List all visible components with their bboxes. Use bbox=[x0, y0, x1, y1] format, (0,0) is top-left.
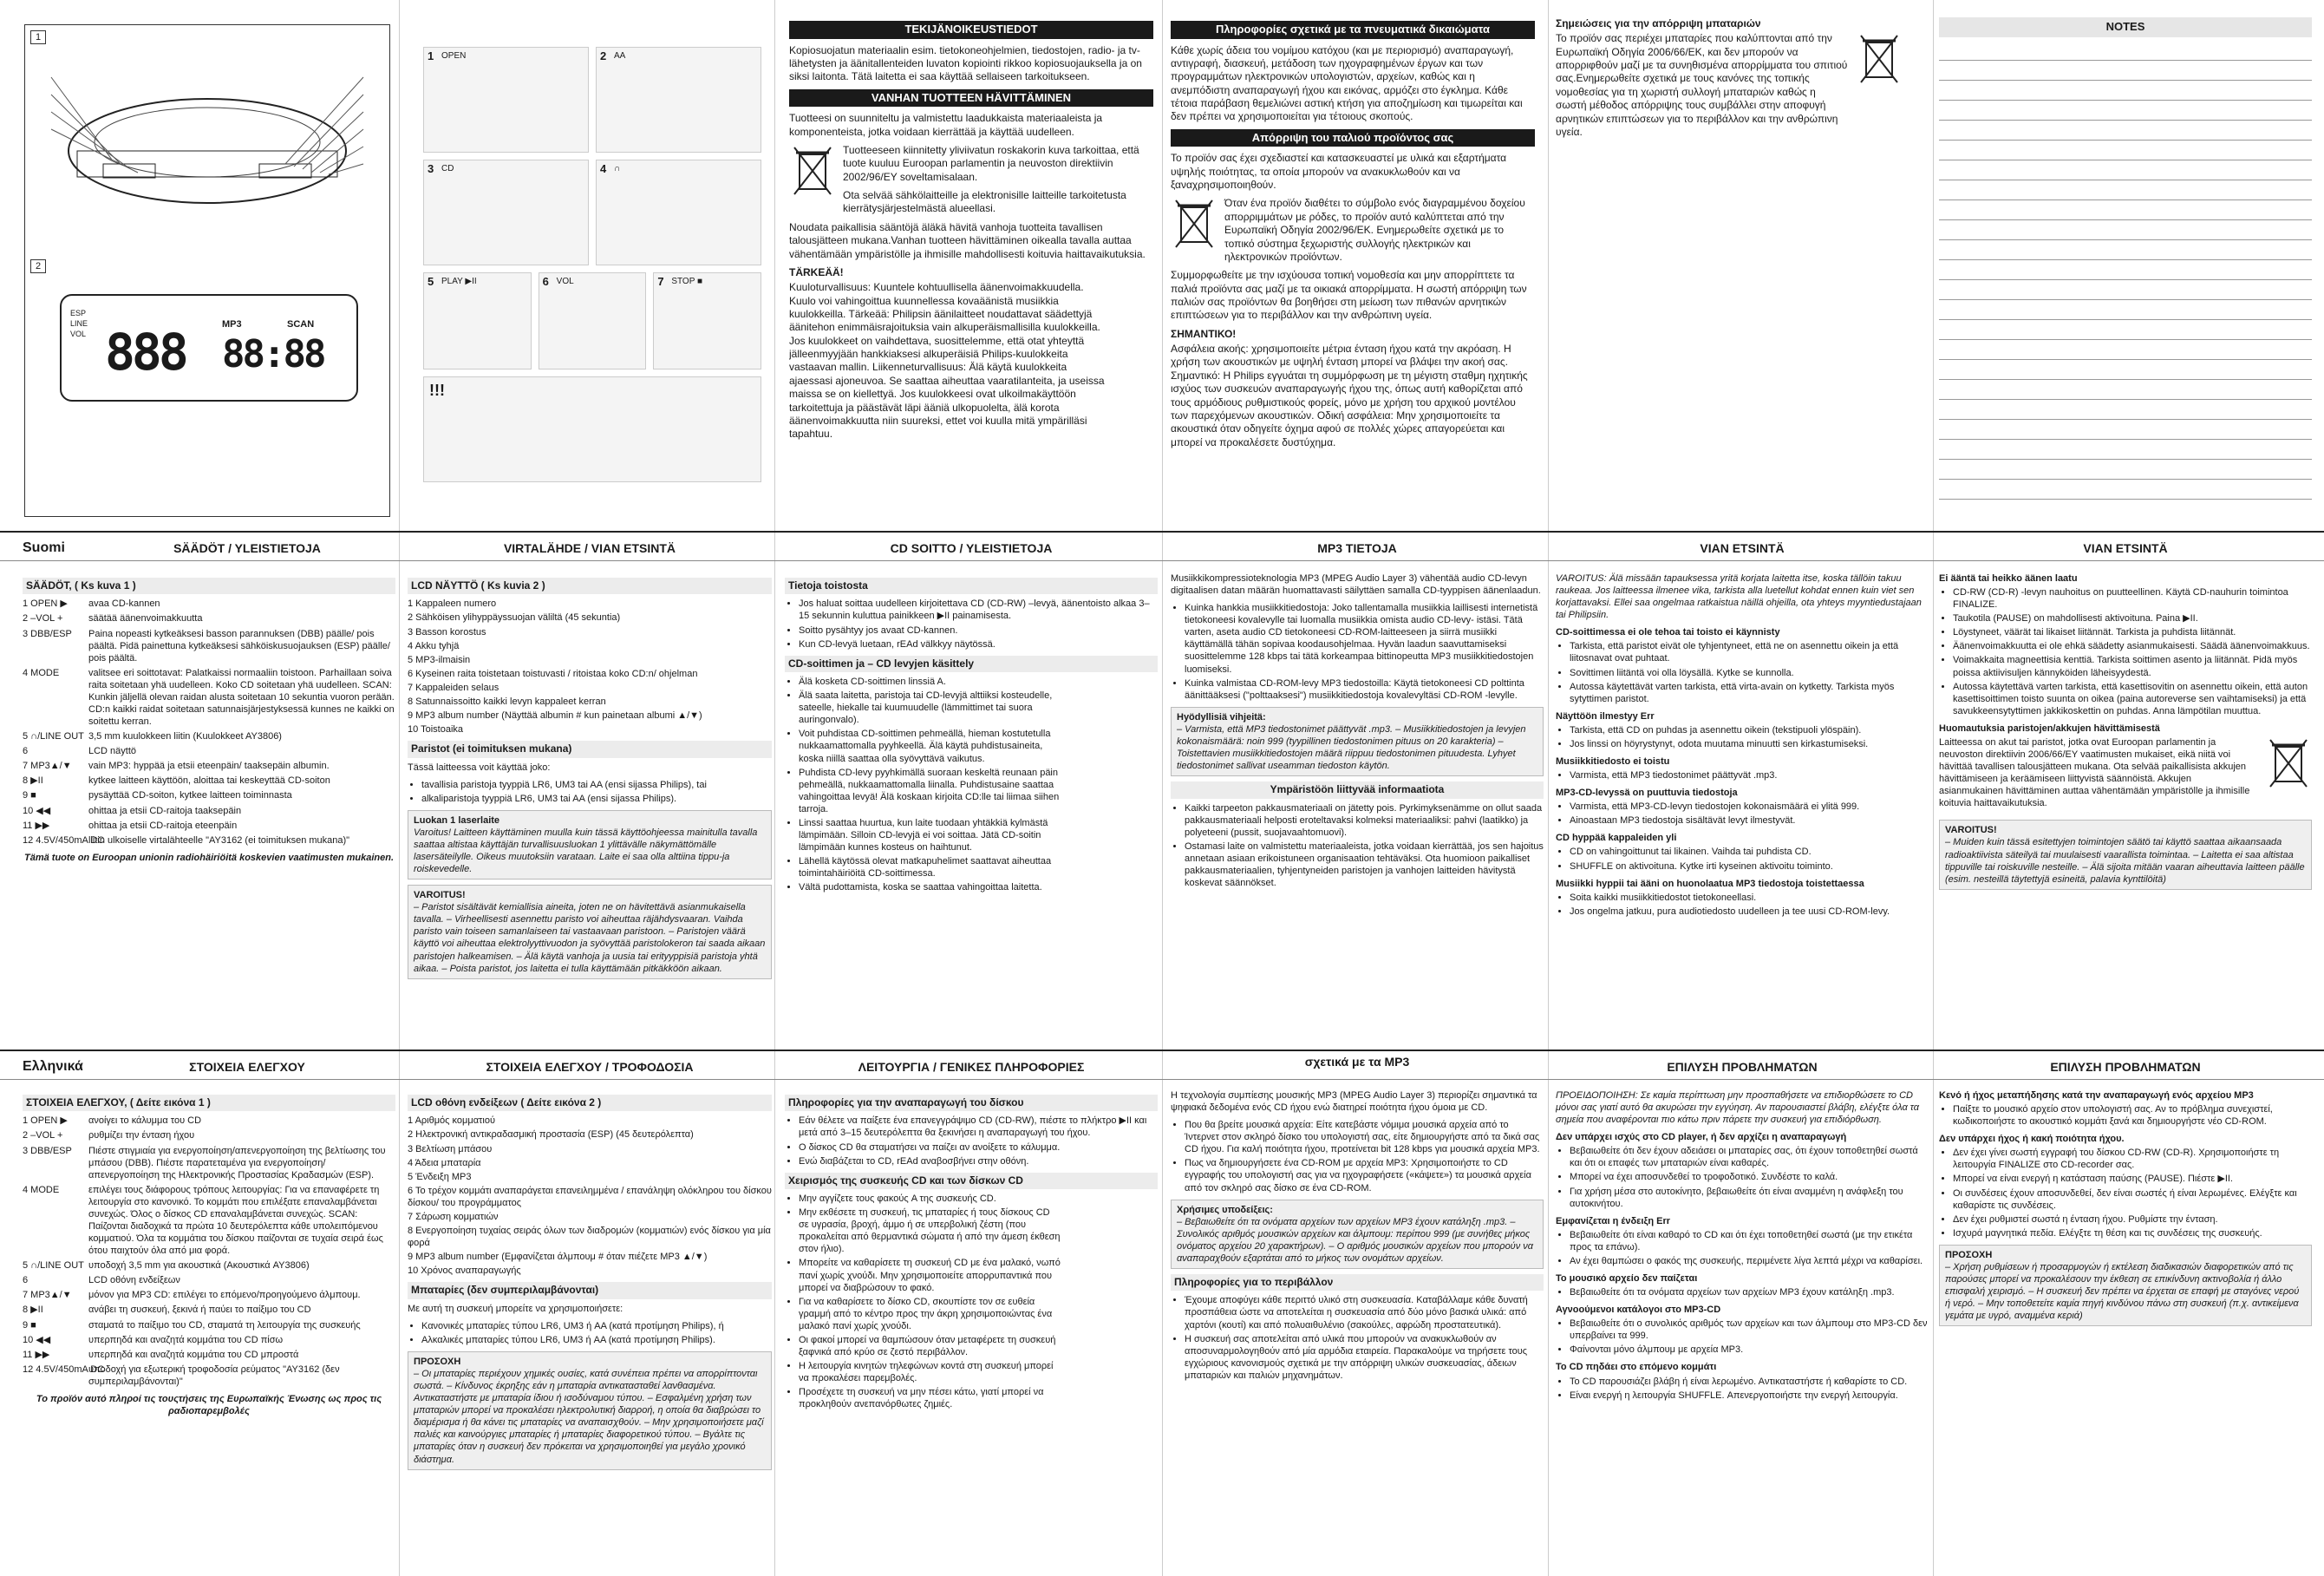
fi-env-title: Ympäristöön liittyvää informaatiota bbox=[1171, 781, 1544, 798]
control-desc: ανάβει τη συσκευή, ξεκινά ή παύει το παίξιμο του CD bbox=[88, 1305, 311, 1316]
control-desc: Πιέστε στιγμιαία για ενεργοποίηση/απενεργοποίηση της βελτίωσης του μπάσου (DBB). Πιέστε παρατεταμένα για ενεργοποίηση/απενεργοποίηση της Ηλεκτρονικής Προστασίας Κραδασμών (ESP). bbox=[88, 1145, 386, 1180]
control-key: 2 –VOL + bbox=[23, 613, 63, 625]
trouble-heading: Το CD πηδάει στο επόμενο κομμάτι bbox=[1556, 1362, 1717, 1373]
gr-disposal-text3: Συμμορφωθείτε με την ισχύουσα τοπική νομοθεσία και μην απορρίπτετε τα παλιά προϊόντα σας μαζί με τα οικιακά απορρίμματα. Η σωστή απόρριψη των παλιών σας προϊόντων θα βοηθήσει στη μείωση των πιθανών αρνητικών επιπτώσεων για το περιβάλλον και την ανθρώπινη υγεία. bbox=[1171, 269, 1527, 322]
notes-title: NOTES bbox=[1939, 17, 2312, 37]
list-item: • Soitto pysähtyy jos avaat CD-kannen. bbox=[799, 625, 1158, 637]
control-desc: ανοίγει το κάλυμμα του CD bbox=[88, 1115, 202, 1127]
list-item: • Autossa käytettävä varten tarkista, että kasettisovitin on asennettu oikein, että auton kasettisoittimen toisto suunta on oikea (paina autoreverse sen vaihtamiseksi) ja että savukkeensytyttimen jakkikoskettin on puhdas. Anna lämpötilan muuttua. bbox=[1953, 681, 2312, 717]
trouble-heading: Δεν υπάρχει ισχύς στο CD player, ή δεν αρχίζει η αναπαραγωγή bbox=[1556, 1132, 1847, 1143]
lcd-mp3-indicator: MP3 bbox=[222, 319, 242, 330]
gr-header-2: ΣΤΟΙΧΕΙΑ ΕΛΕΓΧΟΥ / ΤΡΟΦΟΔΟΣΙΑ bbox=[486, 1060, 694, 1074]
control-key: 6 bbox=[23, 1275, 29, 1286]
divider bbox=[0, 1050, 2324, 1051]
list-item: • Οι φακοί μπορεί να θαμπώσουν όταν μεταφέρετε τη συσκευή ξαφνικά από κρύο σε ζεστό περιβάλλον. bbox=[799, 1334, 1062, 1358]
gr-mp3-note: – Βεβαιωθείτε ότι τα ονόματα αρχείων των αρχείων MP3 έχουν κατάληξη .mp3. – Συνολικός αριθμός μουσικών αρχείων και άλμπουμ: περίπου 999 (με συνήθες μήκος ονόματος αρχείου 20 χαρακτήρων). – Ο αριθμός μουσικών αρχείων που μπορούν να αναπαραχθούν εξαρτάται από το μήκος των ονομάτων αρχείων. bbox=[1177, 1216, 1534, 1264]
steps-panel bbox=[423, 47, 761, 507]
control-key: 1 OPEN ▶ bbox=[23, 1115, 68, 1127]
trouble-heading: Αγνοούμενοι κατάλογοι στο MP3-CD bbox=[1556, 1305, 1721, 1316]
step-play: 5 PLAY ▶II bbox=[423, 272, 532, 369]
list-item: • Μπορεί να είναι ενεργή η κατάσταση παύσης (PAUSE). Πιέστε ▶II. bbox=[1953, 1173, 2312, 1185]
wheelie-bin-icon bbox=[789, 144, 836, 199]
trouble-items bbox=[1570, 769, 1929, 781]
control-row bbox=[23, 1129, 395, 1141]
control-row bbox=[23, 1334, 395, 1346]
control-row bbox=[23, 1115, 395, 1127]
control-desc: 3,5 mm kuulokkeen liitin (Kuulokkeet AY3806) bbox=[88, 731, 282, 742]
battery-notes-panel bbox=[1556, 17, 1903, 278]
battery-title: Σημειώσεις για την απόρριψη μπαταριών bbox=[1556, 17, 1761, 29]
control-key: 4 MODE bbox=[23, 1184, 60, 1195]
list-item: • Η συσκευή σας αποτελείται από υλικά που μπορούν να ανακυκλωθούν αν αποσυναρμολογηθούν από μία αρμόδια εταιρεία. Παρακαλούμε να τηρήσετε τους εγχώριους κανονισμούς σχετικά με την απόρριψη υλικών συσκευασίας, άδειων μπαταριών και παλιών μηχανημάτων. bbox=[1185, 1333, 1544, 1382]
fi-controls-footer: Tämä tuote on Euroopan unionin radiohäiriöitä koskevien vaatimusten mukainen. bbox=[23, 852, 395, 863]
control-desc: kytkee laitteen käyttöön, aloittaa tai keskeyttää CD-soiton bbox=[88, 775, 330, 787]
list-item: • Ισχυρά μαγνητικά πεδία. Ελέγξτε τη θέση και τις συνδέσεις της συσκευής. bbox=[1953, 1227, 2312, 1239]
control-row bbox=[23, 730, 395, 742]
list-item: • Ainoastaan MP3 tiedostoja sisältävät levyt ilmestyvät. bbox=[1570, 814, 1929, 827]
lcd-item: 8 Satunnaissoitto kaikki levyn kappaleet kerran bbox=[408, 696, 606, 707]
control-desc: valitsee eri soittotavat: Palatkaissi normaaliin toistoon. Parhaillaan soiva raita soitetaan yhä uudelleen. Koko CD soitetaan yhä uudelleen. SCAN: Kunkin jäljellä olevan raidan alusta soitetaan 10 sekuntia vuoron perään. CD:n kaikki raidat soitetaan satunnaisjärjestyksessä kunnes ne kaikki on soitettu kerran. bbox=[88, 667, 395, 728]
gr-trouble2-title: Κενό ή ήχος μεταπήδησης κατά την αναπαραγωγή ενός αρχείου MP3 bbox=[1939, 1090, 2254, 1101]
step-volume: 6 VOL bbox=[539, 272, 647, 369]
lcd-item: 5 MP3-ilmaisin bbox=[408, 654, 471, 665]
fi-play-title: Tietoja toistosta bbox=[785, 578, 1158, 594]
gr-trouble3-title: Δεν υπάρχει ήχος ή κακή ποιότητα ήχου. bbox=[1939, 1134, 2125, 1145]
list-item: • Βεβαιωθείτε ότι ο συνολικός αριθμός των αρχείων και των άλμπουμ στο MP3-CD δεν υπερβαίνει τα 999. bbox=[1570, 1318, 1929, 1342]
fi-language-label: Suomi bbox=[23, 540, 65, 555]
lcd-display-diagram bbox=[60, 294, 358, 402]
list-item: • Tarkista, että paristot eivät ole tyhjentyneet, että ne on asennettu oikein ja että liitosnavat ovat puhtaat. bbox=[1570, 640, 1929, 664]
lcd-track-digits: 888 bbox=[105, 323, 186, 382]
gr-warn2-title: ΠΡΟΣΟΧΗ bbox=[1945, 1249, 1993, 1260]
gr-env-title: Πληροφορίες για το περιβάλλον bbox=[1171, 1274, 1544, 1291]
control-row bbox=[23, 1319, 395, 1331]
list-item: • Kuinka hankkia musiikkitiedostoja: Joko tallentamalla musiikkia laillisesti internetistä tietokoneesi kovalevylle tai luomalla musiikkia omista audio CD-levy- istäsi. Tätä varten, aseta audio CD tietokoneesi CD-ROM-laitteeseen ja siirrä musiikki käyttämällä tähän sopivaa koodausohjelmaa. Hyvän laadun saavuttamiseksi suosittelemme 128 kbps tai tätä korkeampaa bittinopeutta MP3 musiikkitiedostojen luomiseksi. bbox=[1185, 602, 1544, 675]
list-item: • Kun CD-levyä luetaan, rEAd välkkyy näytössä. bbox=[799, 638, 1158, 651]
control-key: 11 ▶▶ bbox=[23, 820, 50, 831]
list-item: • Ενώ διαβάζεται το CD, rEAd αναβοσβήνει στην οθόνη. bbox=[799, 1155, 1158, 1167]
fi-header-3: CD SOITTO / YLEISTIETOJA bbox=[890, 541, 1053, 555]
fi-warn-text: – Paristot sisältävät kemiallisia aineita, joten ne on hävitettävä asianmukaisella tavalla. – Virheellisesti asennettu paristo voi aiheuttaa räjähdysvaaran. Vaihda paristo vain toiseen samanlaiseen tai vastaavaan paristoon. – Paristojen väärä käyttö voi aiheuttaa elektrolyyttivuodon ja syövyttää paristolokeron tai saada aikaan paristojen halkeamisen. – Älä käytä vanhoja ja uusia tai erityyppisiä paristoja yhtä aikaa. – Poista paristot, jos laitetta ei tulla käyttämään pitkäkköön aikaan. bbox=[414, 902, 766, 974]
list-item: • Ostamasi laite on valmistettu materiaaleista, jotka voidaan kierrättää, jos sen hajoitus annetaan asiaan erikoistuneen organisaation tehtäväksi. Ota huomioon paikalliset pakkausmateriaalien, tyhjentyneiden paristojen ja vanhojen laitteiden hävitystä koskevat säännökset. bbox=[1185, 840, 1544, 889]
list-item: • Jos haluat soittaa uudelleen kirjoitettava CD (CD-RW) –levyä, äänentoisto alkaa 3–15 sekunnin kuluttua painikkeen ▶II painamisesta. bbox=[799, 598, 1158, 622]
control-desc: ohittaa ja etsii CD-raitoja taaksepäin bbox=[88, 805, 242, 816]
control-key: 12 4.5V/450mA DC bbox=[23, 834, 105, 846]
fi-laser-text: Varoitus! Laitteen käyttäminen muulla kuin tässä käyttöohjeessa mainitulla tavalla saattaa altistaa käyttäjän turvallisuusluokan 1 ylittävälle näkymättömälle lasersäteilylle. Oikeus muutoksiin varataan. Laite ei saa olla alttiina tippu-ja roiskevedelle. bbox=[414, 827, 758, 875]
list-item: • Autossa käytettävät varten tarkista, että virta-avain on kytketty. Tarkista myös sytyttimen paristot. bbox=[1570, 681, 1929, 705]
fi-waste-text: Laitteessa on akut tai paristot, jotka ovat Euroopan parlamentin ja neuvoston direktiivin 2006/66/EY vaatimusten mukaiset, eikä niitä voi hävittää tavallisen talousjätteen mukana. Ota selvää paikallisista akkujen hävittämiseen ja keräämiseen liittyvistä säännöistä. Akkujen asianmukainen hävittäminen auttaa vähentämään ympäristölle ja ihmisille koituvia haittavaikutuksia. bbox=[1939, 736, 2250, 809]
list-item: • Μην εκθέσετε τη συσκευή, τις μπαταρίες ή τους δίσκους CD σε υγρασία, βροχή, άμμο ή σε υπερβολική ζέστη (που προκαλείται από θερμαντικά σώματα ή από την άμεση έκθεση στον ήλιο). bbox=[799, 1207, 1062, 1255]
control-key: 7 MP3▲/▼ bbox=[23, 1290, 72, 1301]
figure-1-label: 1 bbox=[30, 30, 46, 44]
list-item: • Löystyneet, väärät tai likaiset liitännät. Tarkista ja puhdista liitännät. bbox=[1953, 626, 2312, 638]
fi-warn2-text: – Muiden kuin tässä esitettyjen toimintojen säätö tai käyttö saattaa aikaansaada radioaktiivista säteilyä tai muulaisesti vaarallista toimintaa. – Laitetta ei saa altistaa tippuville tai roiskuville nesteille. – Älä sijoita mitään vaaran aiheuttavia laitteen päälle (esim. nesteillä täytettyjä esineitä, palavia kynttilöitä) bbox=[1945, 837, 2305, 885]
wheelie-bin-icon bbox=[1856, 32, 1903, 88]
list-item: • Μπορεί να έχει αποσυνδεθεί το τροφοδοτικό. Συνδέστε το καλά. bbox=[1570, 1171, 1929, 1183]
warning-mark: !!! bbox=[429, 382, 445, 399]
control-desc: Paina nopeasti kytkeäksesi basson parannuksen (DBB) päälle/ pois päältä. Pidä painettuna kytkeäksesi sähköiskusuojauksen (ESP) päälle/ pois päältä. bbox=[88, 628, 390, 664]
list-item: • Μην αγγίζετε τους φακούς A της συσκευής CD. bbox=[799, 1193, 1062, 1205]
control-desc: ohittaa ja etsii CD-raitoja eteenpäin bbox=[88, 820, 238, 831]
gr-language-label: Ελληνικά bbox=[23, 1059, 83, 1074]
gr-mp3-note-title: Χρήσιμες υποδείξεις: bbox=[1177, 1204, 1273, 1215]
control-desc: pysäyttää CD-soiton, kytkee laitteen toiminnasta bbox=[88, 790, 292, 801]
control-key: 2 –VOL + bbox=[23, 1130, 63, 1141]
fi-disposal-text4: Noudata paikallisia sääntöjä äläkä hävitä vanhoja tuotteita tavallisen talousjätteen mukana.Vanhan tuotteen hävittäminen oikealla tavalla auttaa vähentämään ympäristölle ja ihmisille mahdollisesti koituvia haittavaikutuksia. bbox=[789, 220, 1146, 260]
lcd-item: 1 Kappaleen numero bbox=[408, 598, 497, 610]
step-batteries: 2 AA bbox=[596, 47, 761, 153]
fi-disposal-text3: Ota selvää sähkölaitteille ja elektronisille laitteille tarkoitetusta kierrätysjärjestelmästä alueellasi. bbox=[843, 189, 1126, 215]
fi-laser-title: Luokan 1 laserlaite bbox=[414, 814, 500, 826]
lcd-item: 7 Σάρωση κομματιών bbox=[408, 1211, 499, 1222]
list-item: • Που θα βρείτε μουσικά αρχεία: Είτε κατεβάστε νόμιμα μουσικά αρχεία από το Ίντερνετ στον σκληρό δίσκο του υπολογιστή σας, είτε δημιουργήστε από τα δικά σας CD ήχου. Για καλή ποιότητα ήχου, προτείνεται bit 128 kbps για μουσικά αρχεία MP3. bbox=[1185, 1119, 1544, 1155]
list-item: • Για χρήση μέσα στο αυτοκίνητο, βεβαιωθείτε ότι είναι αναμμένη η ανάφλεξη του αυτοκινήτου. bbox=[1570, 1186, 1929, 1210]
control-key: 1 OPEN ▶ bbox=[23, 598, 68, 610]
control-row bbox=[23, 612, 395, 625]
trouble-items bbox=[1570, 892, 1929, 918]
gr-disposal-text1: Το προϊόν σας έχει σχεδιαστεί και κατασκευαστεί με υλικά και εξαρτήματα υψηλής ποιότητας, τα οποία μπορούν να ανακυκλωθούν και να ξαναχρησιμοποιηθούν. bbox=[1171, 152, 1507, 192]
list-item: • Älä kosketa CD-soittimen linssiä A. bbox=[799, 676, 1062, 688]
fi-header-2: VIRTALÄHDE / VIAN ETSINTÄ bbox=[503, 541, 676, 555]
fi-trouble-warn: VAROITUS: Älä missään tapauksessa yritä korjata laitetta itse, koska tällöin takuu raukeaa. Jos laitteessa ilmenee vika, tarkista alla luetellut kohdat ennen kuin viet sen korjattavaksi. Ellei saa ongelmaa ratkaistua näillä ohjeilla, ota yhteys myyntiedustajaan tai Philipsiin. bbox=[1556, 573, 1922, 621]
list-item: • tavallisia paristoja tyyppiä LR6, UM3 tai AA (ensi sijassa Philips), tai bbox=[421, 779, 772, 791]
fi-header-6: VIAN ETSINTÄ bbox=[2083, 541, 2168, 555]
list-item: • Vältä pudottamista, koska se saattaa vahingoittaa laitetta. bbox=[799, 881, 1062, 893]
control-row bbox=[23, 1289, 395, 1301]
control-key: 9 ■ bbox=[23, 790, 36, 801]
gr-trouble bbox=[1556, 1089, 1929, 1571]
gr-batt-title: Μπαταρίες (δεν συμπεριλαμβάνονται) bbox=[408, 1282, 772, 1298]
fi-controls-title: SÄÄDÖT, ( Ks kuva 1 ) bbox=[23, 578, 395, 594]
fi-copyright-text: Kopiosuojatun materiaalin esim. tietokoneohjelmien, tiedostojen, radio- ja tv-lähetysten ja äänitallenteiden luvaton kopiointi rikkoo kopiosuojauksella ja on siksi laitonta. Tätä laitetta ei saa käyttää sellaiseen tarkoitukseen. bbox=[789, 43, 1142, 83]
lcd-item: 8 Ενεργοποίηση τυχαίας σειράς όλων των διαδρομών (κομματιών) ενός δίσκου για μία φορά bbox=[408, 1225, 771, 1249]
list-item: • Δεν έχει ρυθμιστεί σωστά η ένταση ήχου. Ρυθμίστε την ένταση. bbox=[1953, 1213, 2312, 1226]
gr-warn2-text: – Χρήση ρυθμίσεων ή προσαρμογών ή εκτέλεση διαδικασιών διαφορετικών από τις παρούσες μπορεί να προκαλέσουν την έκθεση σε επικίνδυνη ακτινοβολία ή άλλο επισφαλή χειρισμό. – Η συσκευή δεν πρέπει να έρχεται σε επαφή με σταγόνες νερού ή νερό. – Μην τοποθετείτε καμία πηγή κινδύνου πάνω στη συσκευή (π.χ. αντικείμενα γεμάτα με υγρό, αναμμένα κεριά) bbox=[1945, 1261, 2300, 1322]
fi-warn2-title: VAROITUS! bbox=[1945, 825, 1997, 836]
fi-trouble2 bbox=[1939, 572, 2312, 1041]
trouble-items bbox=[1570, 1229, 1929, 1267]
esp-indicator: ESP bbox=[70, 309, 87, 317]
fi-trouble2-title: Ei ääntä tai heikko äänen laatu bbox=[1939, 573, 2078, 584]
trouble-heading: CD hyppää kappaleiden yli bbox=[1556, 833, 1677, 844]
list-item: • Πως να δημιουργήσετε ένα CD-ROM με αρχεία MP3: Χρησιμοποιήστε το CD εγγραφής του υπολογιστή σας για να ηχογραφήσετε («κάψετε») τα μουσικά αρχεία από τον σκληρό σας δίσκο σε ένα CD-ROM. bbox=[1185, 1157, 1544, 1193]
control-desc: υποδοχή για εξωτερική τροφοδοσία ρεύματος "AY3162 (δεν συμπεριλαμβάνονται)" bbox=[88, 1363, 340, 1387]
control-desc: LCD näyttö bbox=[88, 746, 137, 757]
trouble-items bbox=[1570, 1376, 1929, 1402]
list-item: • Varmista, että MP3-CD-levyn tiedostojen kokonaismäärä ei ylitä 999. bbox=[1570, 801, 1929, 813]
fi-mp3 bbox=[1171, 572, 1544, 1041]
lcd-item: 6 Το τρέχον κομμάτι αναπαράγεται επανειλημμένα / επανάληψη ολόκληρου του δίσκου δίσκου/ του προγράμματος bbox=[408, 1185, 772, 1208]
list-item: • Προσέχετε τη συσκευή να μην πέσει κάτω, γιατί μπορεί να προκληθούν ανεπανόρθωτες ζημιές. bbox=[799, 1386, 1062, 1410]
gr-lcd bbox=[408, 1089, 772, 1571]
gr-mp3 bbox=[1171, 1089, 1544, 1571]
list-item: • Tarkista, että CD on puhdas ja asennettu oikein (tekstipuoli ylöspäin). bbox=[1570, 724, 1929, 736]
gr-trouble-warn: ΠΡΟΕΙΔΟΠΟΙΗΣΗ: Σε καμία περίπτωση μην προσπαθήσετε να επιδιορθώσετε το CD μόνοι σας γιατί αυτό θα ακυρώσει την εγγύηση. Αν παρουσιαστεί βλάβη, ελέγξτε όλα τα σημεία που αναφέρονται πιο κάτω πριν πάρετε την συσκευή για επιδιόρθωση. bbox=[1556, 1090, 1920, 1126]
control-row bbox=[23, 1184, 395, 1257]
lcd-item: 10 Toistoaika bbox=[408, 724, 464, 736]
fi-important-text: Kuuloturvallisuus: Kuuntele kohtuullisella äänenvoimakkuudella. Kuulo voi vahingoittua kuunnellessa kovaäänistä musiikkia kuulokkeilla. Tärkeää: Philipsin äänilaitteet noudattavat säädettyjä äänitehon enimmäisrajoituksia vain alkuperäismallisilla kuulokkeilla. Jos kuulokkeet on vaihdettava, suosittelemme, että otat yhteyttä jälleenmyyjään hankkiaksesi alkuperäisiä Philips-kuulokkeita vastaavan mallin. Liikenneturvallisuus: Älä käytä kuulokkeita ajaessasi ajoneuvoa. Se saattaa aiheuttaa vaaratilanteita, ja useissa maissa se on kiellettyä. Jos kuulokkeesi ovat ulkoilmakäyttöön tarkoitettuja ja päästävät läpi ääniä ulkopuolelta, älä korota äänenvoimakkuutta niin suureksi, ettet voi kuulla mitä ympärilläsi tapahtuu. bbox=[789, 281, 1105, 441]
lcd-item: 7 Kappaleiden selaus bbox=[408, 682, 499, 693]
list-item: • Soita kaikki musiikkitiedostot tietokoneellasi. bbox=[1570, 892, 1929, 904]
divider bbox=[0, 531, 2324, 533]
list-item: • Παίξτε το μουσικό αρχείο στον υπολογιστή σας. Αν το πρόβλημα συνεχιστεί, κωδικοποιήστε το ακουστικό κομμάτι ξανά και δημιουργήστε νέο CD-ROM. bbox=[1953, 1103, 2312, 1128]
control-desc: επιλέγει τους διάφορους τρόπους λειτουργίας: Για να επαναφέρετε τη λειτουργία στο κανονικό. Το κομμάτι που επιλέξατε επαναλαμβάνεται συνεχώς. Όλος ο δίσκος CD επαναλαμβάνεται συνεχώς. SCAN: Παίζονται διαδοχικά τα πρώτα 10 δευτερόλεπτα κάθε υπολειπόμενου κομματιού. Όλα τα κομμάτια του δίσκου παίζονται σε τυχαία σειρά έως ότου παιχτούν όλα από μια φορά. bbox=[88, 1184, 383, 1257]
gr-warn-title: ΠΡΟΣΟΧΗ bbox=[414, 1356, 461, 1367]
control-key: 8 ▶II bbox=[23, 1305, 43, 1316]
control-key: 8 ▶II bbox=[23, 775, 43, 787]
control-key: 11 ▶▶ bbox=[23, 1349, 50, 1360]
gr-copyright-panel bbox=[1171, 21, 1535, 515]
figure-panel bbox=[24, 24, 390, 517]
list-item: • Voit puhdistaa CD-soittimen pehmeällä, hieman kostutetulla nukkaamattomalla pyyhkeellä. Älä käytä puhdistusaineita, koska niillä saattaa olla syövyttävä vaikutus. bbox=[799, 728, 1062, 764]
list-item: • Älä saata laitetta, paristoja tai CD-levyjä alttiiksi kosteudelle, sateelle, hiekalle tai kuumuudelle (lämmittimet tai suora auringonvalo). bbox=[799, 690, 1062, 726]
control-desc: säätää äänenvoimakkuutta bbox=[88, 613, 203, 625]
lcd-item: 10 Χρόνος αναπαραγωγής bbox=[408, 1265, 521, 1277]
list-item: • Βεβαιωθείτε ότι τα ονόματα αρχείων των αρχείων MP3 έχουν κατάληξη .mp3. bbox=[1570, 1286, 1929, 1298]
list-item: • Έχουμε αποφύγει κάθε περιττό υλικό στη συσκευασία. Καταβάλλαμε κάθε δυνατή προσπάθεια ώστε να αποτελείται η συσκευασία από δύο μόνο βασικά υλικά: από χαρτόνι (κουτί) και από πολυαιθυλένιο (σακούλες, αφρώδη προστατευτικά). bbox=[1185, 1294, 1544, 1331]
list-item: • CD-RW (CD-R) -levyn nauhoitus on puutteellinen. Käytä CD-nauhurin toimintoa FINALIZE. bbox=[1953, 586, 2312, 611]
list-item: • Ο δίσκος CD θα σταματήσει να παίζει αν ανοίξετε το κάλυμμα. bbox=[799, 1141, 1158, 1154]
trouble-heading: Εμφανίζεται η ένδειξη Err bbox=[1556, 1215, 1671, 1226]
fi-mp3-intro: Musiikkikompressioteknologia MP3 (MPEG Audio Layer 3) vähentää audio CD-levyn digitaalisen datan määrän huomattavasti säilyttäen samalla CD-tyyppisen äänenlaadun. bbox=[1171, 573, 1541, 597]
fi-play bbox=[785, 572, 1158, 1041]
list-item: • CD on vahingoittunut tai likainen. Vaihda tai puhdista CD. bbox=[1570, 846, 1929, 858]
list-item: • Για να καθαρίσετε το δίσκο CD, σκουπίστε τον σε ευθεία γραμμή από το κέντρο προς την άκρη χρησιμοποιώντας ένα μαλακό πανί χωρίς χνούδι. bbox=[799, 1296, 1062, 1332]
fi-header-1: SÄÄDÖT / YLEISTIETOJA bbox=[173, 541, 321, 555]
gr-copyright-text: Κάθε χωρίς άδεια του νομίμου κατόχου (και με περιορισμό) αναπαραγωγή, αντιγραφή, διασκευή, μετάδοση των ηχογραφημένων έργων και των προγραμμάτων ηλεκτρονικών υπολογιστών, αρχείων, καθώς και η ανεμπόδιστη αναπαραγωγή ήχου και εικόνας, αρμόζει στο έγκλημα. Κάθε τέτοια παράβαση θεμελιώνει αστική κτήση για αποζημίωση και τιμωρείται και δεν πρέπει να χρησιμοποιείται για τέτοιους σκοπούς. bbox=[1171, 43, 1523, 123]
list-item: • alkaliparistoja tyyppiä LR6, UM3 tai AA (ensi sijassa Philips). bbox=[421, 793, 772, 805]
fi-mp3-note-title: Hyödyllisiä vihjeitä: bbox=[1177, 711, 1266, 723]
notes-panel bbox=[1939, 17, 2312, 512]
fi-trouble bbox=[1556, 572, 1929, 1041]
gr-header-5: ΕΠΙΛΥΣΗ ΠΡΟΒΛΗΜΑΤΩΝ bbox=[1667, 1060, 1818, 1074]
wheelie-bin-icon bbox=[1171, 197, 1217, 252]
fi-header-5: VIAN ETSINTÄ bbox=[1700, 541, 1785, 555]
control-key: 10 ◀◀ bbox=[23, 805, 51, 816]
step-cd: 3 CD bbox=[423, 160, 589, 265]
gr-lcd-title: LCD οθόνη ενδείξεων ( Δείτε εικόνα 2 ) bbox=[408, 1095, 772, 1111]
list-item: • Jos linssi on höyrystynyt, odota muutama minuutti sen kirkastumiseksi. bbox=[1570, 738, 1929, 750]
control-key: 12 4.5V/450mA DC bbox=[23, 1363, 105, 1375]
gr-copyright-title: Πληροφορίες σχετικά με τα πνευματικά δικαιώματα bbox=[1171, 21, 1535, 39]
fi-waste-title: Huomautuksia paristojen/akkujen hävittämisestä bbox=[1939, 723, 2160, 734]
list-item: • Δεν έχει γίνει σωστή εγγραφή του δίσκου CD-RW (CD-R). Χρησιμοποιήστε τη λειτουργία FINALIZE στο CD-recorder σας. bbox=[1953, 1147, 2312, 1171]
list-item: • Βεβαιωθείτε ότι δεν έχουν αδειάσει οι μπαταρίες σας, ότι έχουν τοποθετηθεί σωστά και ότι οι επαφές των μπαταριών είναι καθαρές. bbox=[1570, 1145, 1929, 1169]
control-row bbox=[23, 1349, 395, 1361]
list-item: • Βεβαιωθείτε ότι είναι καθαρό το CD και ότι έχει τοποθετηθεί σωστά (με την ετικέτα προς τα επάνω). bbox=[1570, 1229, 1929, 1253]
step-open: 1 OPEN bbox=[423, 47, 589, 153]
gr-important-text: Ασφάλεια ακοής: χρησιμοποιείτε μέτρια ένταση ήχου κατά την ακρόαση. Η χρήση των ακουστικών με υψηλή ένταση μπορεί να βλάψει την ακοή σας. Σημαντικό: Η Philips εγγυάται τη συμμόρφωση με τη μέγιστη σταθμη ηχητικής ισχύος των συσκευών αναπαραγωγής ήχου της, όπως αυτή καθορίζεται από τους αρμόδιους ρυθμιστικούς φορείς, μόνο με χρήση του αρχικού μοντέλου των παρεχόμενων ακουστικών. Οδική ασφάλεια: Μην χρησιμοποιείτε τα ακουστικά όταν οδηγείτε όχημα αφού σε πολλές χώρες απαγορεύεται και μπορεί να προκαλέσετε δυστύχημα. bbox=[1171, 343, 1528, 448]
trouble-heading: CD-soittimessa ei ole tehoa tai toisto ei käynnisty bbox=[1556, 627, 1780, 638]
list-item: • Το CD παρουσιάζει βλάβη ή είναι λερωμένο. Αντικαταστήστε ή καθαρίστε το CD. bbox=[1570, 1376, 1929, 1388]
control-row bbox=[23, 805, 395, 817]
control-row bbox=[23, 1145, 395, 1181]
lcd-item: 2 Ηλεκτρονική αντικραδασμική προστασία (ESP) (45 δευτερόλεπτα) bbox=[408, 1129, 694, 1141]
control-row bbox=[23, 667, 395, 728]
gr-controls-title: ΣΤΟΙΧΕΙΑ ΕΛΕΓΧΟΥ, ( Δείτε εικόνα 1 ) bbox=[23, 1095, 395, 1111]
lcd-item: 9 MP3 album number (Näyttää albumin # kun painetaan albumi ▲/▼) bbox=[408, 710, 702, 721]
gr-play-title: Πληροφορίες για την αναπαραγωγή του δίσκου bbox=[785, 1095, 1158, 1111]
fi-disposal-text1: Tuotteesi on suunniteltu ja valmistettu laadukkaista materiaaleista ja komponenteista, jotka voidaan kierrättää ja käyttää uudelleen. bbox=[789, 112, 1103, 138]
control-key: 4 MODE bbox=[23, 667, 60, 678]
fi-important-title: TÄRKEÄÄ! bbox=[789, 265, 844, 278]
gr-handling-title: Χειρισμός της συσκευής CD και των δίσκων CD bbox=[785, 1173, 1158, 1189]
control-desc: liitin ulkoiselle virtalähteelle "AY3162 (ei toimituksen mukana)" bbox=[88, 834, 350, 846]
trouble-heading: MP3-CD-levyssä on puuttuvia tiedostoja bbox=[1556, 788, 1738, 799]
gr-batt-text: Με αυτή τη συσκευή μπορείτε να χρησιμοποιήσετε: bbox=[408, 1303, 623, 1314]
list-item: • Κανονικές μπαταρίες τύπου LR6, UM3 ή AA (κατά προτίμηση Philips), ή bbox=[421, 1320, 772, 1332]
control-key: 3 DBB/ESP bbox=[23, 1145, 72, 1156]
list-item: • Kuinka valmistaa CD-ROM-levy MP3 tiedostoilla: Käytä tietokoneesi CD polttinta äänittääksesi ("polttaaksesi") musiikkitiedostoja kovalevyltäsi CD-ROM -levylle. bbox=[1185, 677, 1544, 702]
control-key: 3 DBB/ESP bbox=[23, 628, 72, 639]
control-row bbox=[23, 834, 395, 847]
trouble-items bbox=[1570, 1145, 1929, 1209]
lcd-item: 4 Άδεια μπαταρία bbox=[408, 1157, 481, 1168]
vol-indicator: VOL bbox=[70, 330, 87, 338]
trouble-items bbox=[1570, 1318, 1929, 1356]
wheelie-bin-icon bbox=[2265, 736, 2312, 792]
control-row bbox=[23, 628, 395, 664]
list-item: • Η λειτουργία κινητών τηλεφώνων κοντά στη συσκευή μπορεί να προκαλέσει παρεμβολές. bbox=[799, 1360, 1062, 1384]
lcd-time-digits: 88:88 bbox=[222, 332, 324, 376]
control-key: 5 ∩/LINE OUT bbox=[23, 731, 84, 742]
warning-panel bbox=[423, 376, 761, 482]
lcd-item: 3 Basson korostus bbox=[408, 626, 486, 638]
lcd-item: 6 Kyseinen raita toistetaan toistuvasti / ritoistaa koko CD:n/ ohjelman bbox=[408, 668, 698, 679]
trouble-items bbox=[1570, 801, 1929, 827]
fi-lcd bbox=[408, 572, 772, 1041]
trouble-items bbox=[1570, 1286, 1929, 1298]
control-row bbox=[23, 820, 395, 832]
fi-disposal-text2: Tuotteeseen kiinnitetty yliviivatun roskakorin kuva tarkoittaa, että tuote kuuluu Euroopan parlamentin ja neuvoston direktiivin 2002/96/EY soveltamisalaan. bbox=[843, 144, 1139, 183]
list-item: • Voimakkaita magneettisia kenttiä. Tarkista soittimen asento ja liitännät. Pidä myös poissa aktiivisuljen kännyköiden läheisyydestä. bbox=[1953, 654, 2312, 678]
battery-text: Το προϊόν σας περιέχει μπαταρίες που καλύπτονται από την Ευρωπαϊκή Οδηγία 2006/66/ΕΚ, και δεν μπορούν να απορριφθούν μαζί με τα συνηθισμένα απορρίμματα του σπιτιού σας.Ενημερωθείτε σχετικά με τους κανόνες της τοπικής νομοθεσίας για τη χωριστή συλλογή μπαταριών καθώς η σωστή μέθοδος απόρριψης τους συμβάλλει στην αποφυγή αρνητικών επιπτώσεων για το περιβάλλον και την ανθρώπινη υγεία. bbox=[1556, 32, 1848, 138]
fi-controls bbox=[23, 572, 395, 1041]
gr-play bbox=[785, 1089, 1158, 1571]
cd-player-top-view bbox=[25, 43, 388, 259]
control-desc: ρυθμίζει την ένταση ήχου bbox=[88, 1130, 195, 1141]
trouble-items bbox=[1570, 846, 1929, 872]
gr-disposal-title: Απόρριψη του παλιού προϊόντος σας bbox=[1171, 129, 1535, 147]
trouble-heading: Musiikkitiedosto ei toistu bbox=[1556, 756, 1670, 768]
list-item: • SHUFFLE on aktivoituna. Kytke irti kyseinen aktivoitu toiminto. bbox=[1570, 860, 1929, 873]
fi-copyright-title: TEKIJÄNOIKEUSTIEDOT bbox=[789, 21, 1153, 39]
control-key: 10 ◀◀ bbox=[23, 1334, 51, 1345]
fi-batt-text: Tässä laitteessa voit käyttää joko: bbox=[408, 762, 551, 773]
list-item: • Αλκαλικές μπαταρίες τύπου LR6, UM3 ή AA (κατά προτίμηση Philips). bbox=[421, 1334, 772, 1346]
fi-batt-title: Paristot (ei toimituksen mukana) bbox=[408, 741, 772, 757]
list-item: • Äänenvoimakkuutta ei ole ehkä säädetty asianmukaisesti. Säädä äänenvoimakkuus. bbox=[1953, 640, 2312, 652]
control-desc: υπερπηδά και αναζητά κομμάτια του CD πίσω bbox=[88, 1334, 284, 1345]
control-row bbox=[23, 1259, 395, 1272]
trouble-items bbox=[1570, 724, 1929, 750]
fi-header-4: MP3 TIETOJA bbox=[1317, 541, 1397, 555]
trouble-heading: Näyttöön ilmestyy Err bbox=[1556, 710, 1655, 722]
lcd-item: 2 Sähköisen ylihyppäyssuojan väliltä (45 sekuntia) bbox=[408, 612, 621, 624]
list-item: • Εάν θέλετε να παίξετε ένα επανεγγράψιμο CD (CD-RW), πιέστε το πλήκτρο ▶II και μετά από 3–15 δευτερόλεπτα θα ξεκινήσει η αναπαραγωγή του ήχου. bbox=[799, 1115, 1158, 1139]
list-item: • Φαίνονται μόνο άλμπουμ με αρχεία MP3. bbox=[1570, 1344, 1929, 1356]
lcd-item: 9 MP3 album number (Εμφανίζεται άλμπουμ # όταν πιέζετε MP3 ▲/▼) bbox=[408, 1252, 708, 1263]
list-item: • Puhdista CD-levy pyyhkimällä suoraan keskeltä reunaan päin pehmeällä, nukkaamattomalla liinalla. Puhdistusaine saattaa vahingoittaa levyä! Älä koskaan kirjoita CD:lle tai liimaa siihen tarroja. bbox=[799, 767, 1062, 815]
lcd-scan-indicator: SCAN bbox=[287, 319, 315, 330]
gr-important-title: ΣΗΜΑΝΤΙΚΟ! bbox=[1171, 327, 1237, 340]
notes-lines bbox=[1939, 41, 2312, 500]
list-item: • Αν έχει θαμπώσει ο φακός της συσκευής, περιμένετε λίγα λεπτά μέχρι να καθαρίσει. bbox=[1570, 1255, 1929, 1267]
list-item: • Varmista, että MP3 tiedostonimet päättyvät .mp3. bbox=[1570, 769, 1929, 781]
control-row bbox=[23, 775, 395, 787]
fi-mp3-note: – Varmista, että MP3 tiedostonimet päättyvät .mp3. – Musiikkitiedostojen ja levyjen kokonaismäärä: noin 999 (tyypillinen tiedostonimen pituus on 20 karakteria) – Toistettavien musiikkitiedostojen määrä riippuu tiedostonimen pituudesta. Lyhyet tiedostonimet sallivat useamman tiedoston käytön. bbox=[1177, 723, 1526, 772]
control-desc: υποδοχή 3,5 mm για ακουστικά (Ακουστικά AY3806) bbox=[88, 1260, 310, 1272]
fi-handling-title: CD-soittimen ja – CD levyjen käsittely bbox=[785, 656, 1158, 672]
gr-warn-text: – Οι μπαταρίες περιέχουν χημικές ουσίες, κατά συνέπεια πρέπει να απορρίπτονται σωστά. – Κίνδυνος έκρηξης εάν η μπαταρία αντικατασταθεί λανθασμένα. Αντικαταστήστε με μπαταρία ίδιου ή ισοδύναμου τύπου. – Εσφαλμένη χρήση των μπαταριών μπορεί να προκαλέσει ηλεκτρολυτική διαρροή, η οποία θα διαβρώσει το διαμέρισμα ή θα κάνει τις μπαταρίες να αναπαισχθούν. – Μην χρησιμοποιήσετε μαζί παλιές και καινούργιες μπαταρίες ή μπαταρίες διαφορετικού τύπου. – Βγάλτε τις μπαταρίες όταν η συσκευή δεν πρόκειται να χρησιμοποιηθεί για μεγάλο χρονικό διάστημα. bbox=[414, 1368, 764, 1465]
trouble-heading: Musiikki hyppii tai ääni on huonolaatua MP3 tiedostoja toistettaessa bbox=[1556, 878, 1864, 889]
control-desc: υπερπηδά και αναζητά κομμάτια του CD μπροστά bbox=[88, 1349, 299, 1360]
control-key: 6 bbox=[23, 746, 29, 757]
list-item: • Οι συνδέσεις έχουν αποσυνδεθεί, δεν είναι σωστές ή είναι λερωμένες. Ελέγξτε και καθαρίστε τις συνδέσεις. bbox=[1953, 1187, 2312, 1212]
list-item: • Taukotila (PAUSE) on mahdollisesti aktivoituna. Paina ▶II. bbox=[1953, 612, 2312, 625]
gr-mp3-intro: Η τεχνολογία συμπίεσης μουσικής MP3 (MPEG Audio Layer 3) περιορίζει σημαντικά τα ψηφιακά δεδομένα ενός CD ήχου ενώ διατηρεί ποιότητα ήχου όμοια με CD. bbox=[1171, 1090, 1537, 1114]
list-item: • Jos ongelma jatkuu, pura audiotiedosto uudelleen ja tee uusi CD-ROM-levy. bbox=[1570, 906, 1929, 918]
gr-header-6: ΕΠΙΛΥΣΗ ΠΡΟΒΛΗΜΑΤΩΝ bbox=[2050, 1060, 2201, 1074]
lcd-item: 1 Αριθμός κομματιού bbox=[408, 1115, 495, 1127]
fi-copyright-panel bbox=[789, 21, 1153, 515]
control-row bbox=[23, 1304, 395, 1316]
list-item: • Είναι ενεργή η λειτουργία SHUFFLE. Απενεργοποιήστε την ενεργή λειτουργία. bbox=[1570, 1390, 1929, 1402]
list-item: • Linssi saattaa huurtua, kun laite tuodaan yhtäkkiä kylmästä lämpimään. Silloin CD-levyjä ei voi soittaa. Jätä CD-soitin lämpimään kunnes kosteus on haihtunut. bbox=[799, 817, 1062, 853]
step-headphones: 4 ∩ bbox=[596, 160, 761, 265]
list-item: • Lähellä käytössä olevat matkapuhelimet saattavat aiheuttaa toimintahäiriöitä CD-soittimessa. bbox=[799, 855, 1062, 880]
lcd-item: 5 Ένδειξη MP3 bbox=[408, 1171, 472, 1182]
list-item: • Kaikki tarpeeton pakkausmateriaali on jätetty pois. Pyrkimyksenämme on ollut saada pakkausmateriaali helposti eroteltavaksi kolmeksi materiaaliksi: pahvi (laatikko) ja polyeteeni (pussit, suojavaahtomuovi). bbox=[1185, 802, 1544, 839]
gr-disposal-text2: Όταν ένα προϊόν διαθέτει το σύμβολο ενός διαγραμμένου δοχείου απορριμμάτων με ρόδες, το προϊόν αυτό καλύπτεται από την Ευρωπαϊκή Οδηγία 2002/96/ΕΚ. Ενημερωθείτε σχετικά με το τοπικό σύστημα ξεχωριστής συλλογής ηλεκτρικών και ηλεκτρονικών προϊόντων. bbox=[1224, 197, 1525, 263]
control-desc: vain MP3: hyppää ja etsii eteenpäin/ taaksepäin albumin. bbox=[88, 761, 330, 772]
trouble-heading: Το μουσικό αρχείο δεν παίζεται bbox=[1556, 1273, 1698, 1285]
gr-trouble2 bbox=[1939, 1089, 2312, 1571]
control-row bbox=[23, 789, 395, 801]
control-key: 5 ∩/LINE OUT bbox=[23, 1260, 84, 1272]
gr-controls bbox=[23, 1089, 395, 1571]
control-row bbox=[23, 1274, 395, 1286]
lcd-item: 3 Βελτίωση μπάσου bbox=[408, 1143, 493, 1154]
lcd-item: 4 Akku tyhjä bbox=[408, 640, 460, 651]
list-item: • Sovittimen liitäntä voi olla löysällä. Kytke se kunnolla. bbox=[1570, 667, 1929, 679]
control-key: 7 MP3▲/▼ bbox=[23, 761, 72, 772]
list-item: • Μπορείτε να καθαρίσετε τη συσκευή CD με ένα μαλακό, νωπό πανί χωρίς χνούδι. Μην χρησιμοποιείτε απορρυπαντικά που μπορεί να διαβρώσουν το φακό. bbox=[799, 1257, 1062, 1293]
fi-lcd-title: LCD NÄYTTÖ ( Ks kuvia 2 ) bbox=[408, 578, 772, 594]
gr-controls-footer: Το προϊόν αυτό πληροί τις τουςτήσεις της Ευρωπαϊκής Ένωσης ως προς τις ραδιοπαρεμβολές bbox=[36, 1393, 382, 1416]
control-desc: σταματά το παίξιμο του CD, σταματά τη λειτουργία της συσκευής bbox=[88, 1319, 361, 1331]
control-desc: μόνον για MP3 CD: επιλέγει το επόμενο/προηγούμενο άλμπουμ. bbox=[88, 1290, 361, 1301]
fi-disposal-title: VANHAN TUOTTEEN HÄVITTÄMINEN bbox=[789, 89, 1153, 108]
control-row bbox=[23, 1363, 395, 1388]
control-row bbox=[23, 598, 395, 610]
step-stop: 7 STOP ■ bbox=[653, 272, 761, 369]
control-row bbox=[23, 760, 395, 772]
figure-2-label: 2 bbox=[30, 259, 46, 273]
line-indicator: LINE bbox=[70, 319, 88, 328]
control-desc: LCD οθόνη ενδείξεων bbox=[88, 1275, 180, 1286]
trouble-items bbox=[1570, 640, 1929, 704]
gr-header-1: ΣΤΟΙΧΕΙΑ ΕΛΕΓΧΟΥ bbox=[189, 1060, 305, 1074]
gr-header-4: σχετικά με τα MP3 bbox=[1304, 1055, 1410, 1069]
control-row bbox=[23, 745, 395, 757]
gr-header-3: ΛΕΙΤΟΥΡΓΙΑ / ΓΕΝΙΚΕΣ ΠΛΗΡΟΦΟΡΙΕΣ bbox=[858, 1060, 1085, 1074]
control-desc: avaa CD-kannen bbox=[88, 598, 160, 610]
fi-warn-title: VAROITUS! bbox=[414, 890, 466, 901]
control-key: 9 ■ bbox=[23, 1319, 36, 1331]
